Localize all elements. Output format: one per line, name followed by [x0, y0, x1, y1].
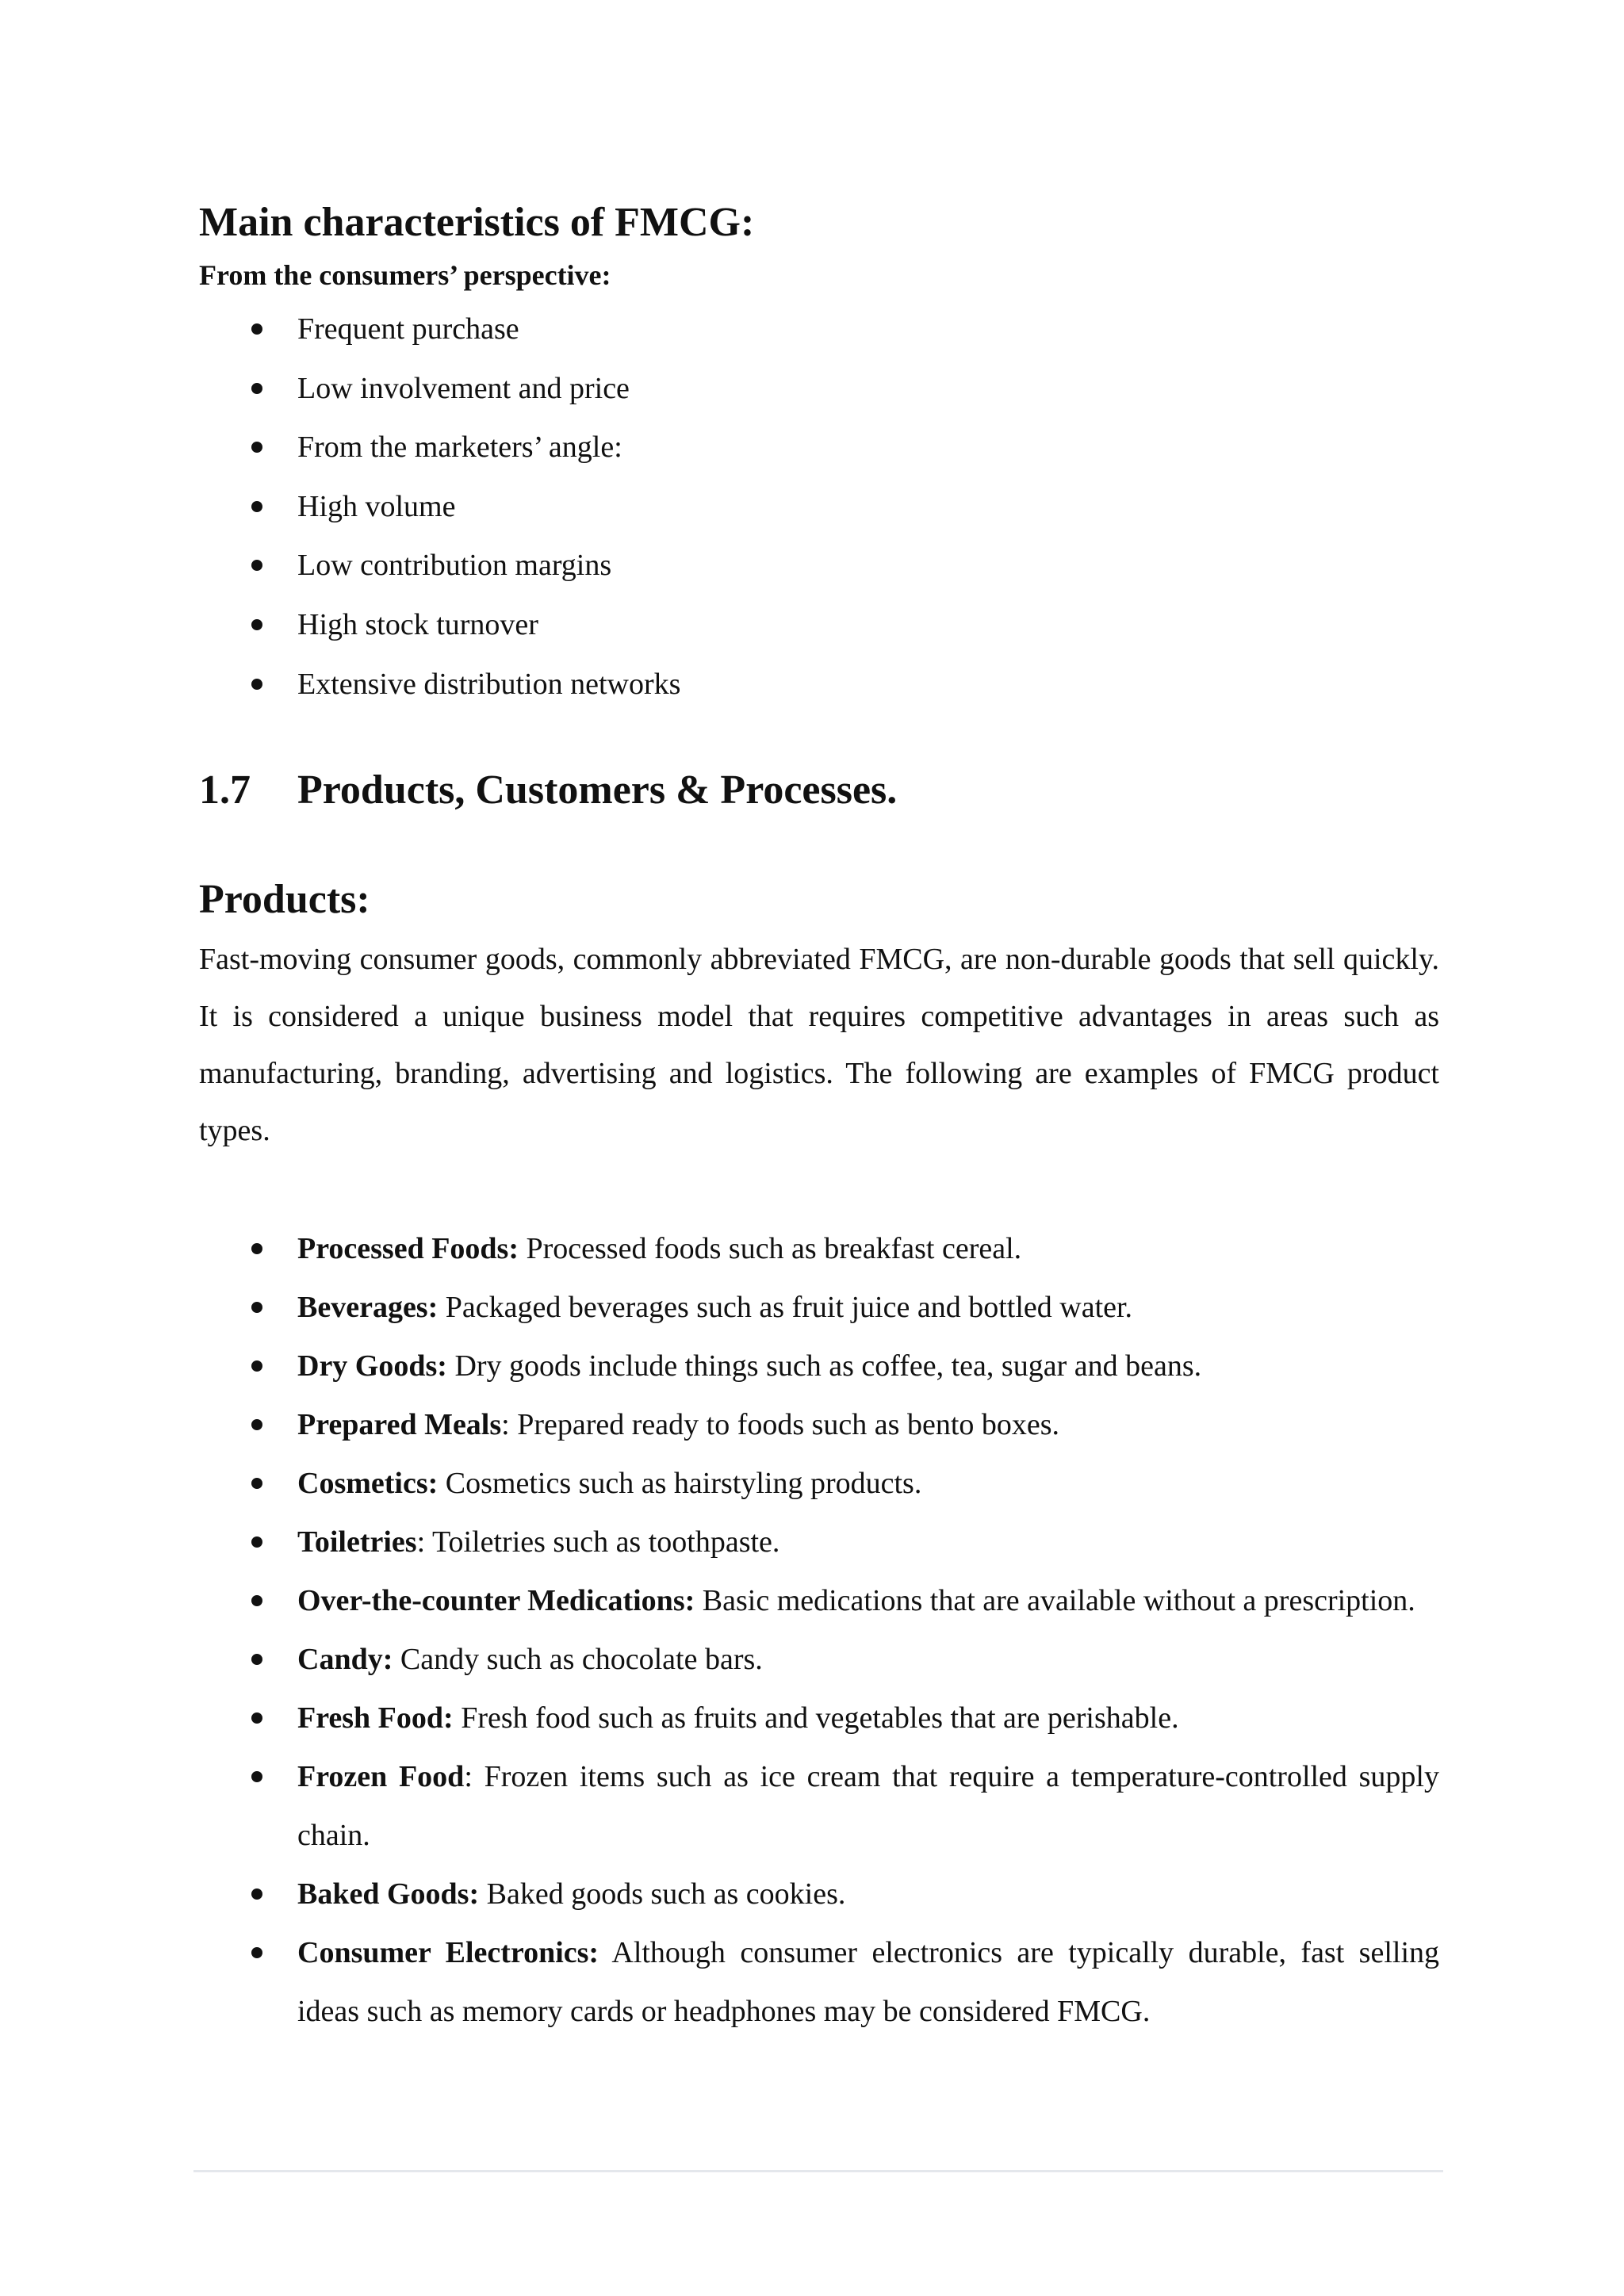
- item-term: Prepared Meals: [297, 1408, 502, 1442]
- bullet-icon: [251, 442, 262, 453]
- product-types-list: [199, 1219, 1439, 2041]
- list-item: [199, 1454, 1439, 1513]
- item-text: Candy such as chocolate bars.: [393, 1643, 763, 1677]
- item-text: : Prepared ready to foods such as bento boxes.: [501, 1408, 1060, 1442]
- list-item: [199, 1923, 1439, 2041]
- list-item: [199, 1219, 1439, 1278]
- item-text: : Toiletries such as toothpaste.: [416, 1525, 780, 1559]
- footer-divider: [193, 2170, 1443, 2172]
- item-text: : Frozen items such as ice cream that require a temperature-controlled supply chain.: [297, 1760, 1439, 1853]
- bullet-icon: [251, 1478, 262, 1489]
- item-term: Cosmetics:: [297, 1467, 439, 1501]
- bullet-icon: [251, 1947, 262, 1958]
- bullet-icon: [251, 1654, 262, 1665]
- item-text: Packaged beverages such as fruit juice and bottled water.: [438, 1291, 1133, 1325]
- bullet-icon: [251, 1419, 262, 1430]
- section-number: 1.7: [199, 767, 251, 813]
- item-term: Beverages:: [297, 1291, 439, 1325]
- item-text: Dry goods include things such as coffee, tea, sugar and beans.: [446, 1349, 1202, 1383]
- list-item: [199, 1630, 1439, 1689]
- bullet-icon: [251, 1302, 262, 1313]
- item-text: Cosmetics such as hairstyling products.: [438, 1467, 922, 1501]
- item-text: Baked goods such as cookies.: [479, 1877, 846, 1911]
- list-item: [199, 1571, 1439, 1630]
- list-item: From the marketers’ angle:: [199, 418, 1439, 477]
- bullet-icon: [251, 679, 262, 690]
- bullet-icon: [251, 1243, 262, 1254]
- page-content: [199, 197, 1439, 2041]
- item-text: Fresh food such as fruits and vegetables that are perishable.: [453, 1701, 1179, 1735]
- item-term: Baked Goods:: [297, 1877, 480, 1911]
- item-term: Candy:: [297, 1643, 393, 1677]
- list-item: [199, 1513, 1439, 1571]
- item-term: Consumer Electronics:: [297, 1936, 599, 1970]
- bullet-icon: [251, 323, 262, 335]
- item-term: Over-the-counter Medications:: [297, 1584, 695, 1618]
- list-item: Low contribution margins: [199, 536, 1439, 595]
- list-item: Frequent purchase: [199, 300, 1439, 359]
- list-item: Low involvement and price: [199, 359, 1439, 419]
- bullet-icon: [251, 560, 262, 571]
- list-item: High volume: [199, 477, 1439, 537]
- list-item: [199, 1865, 1439, 1923]
- products-heading: Products:: [199, 877, 370, 923]
- bullet-icon: [251, 1360, 262, 1372]
- list-item: [199, 1747, 1439, 1865]
- item-text: Basic medications that are available without a prescription.: [695, 1584, 1415, 1618]
- consumer-subheading: From the consumers’ perspective:: [199, 259, 611, 291]
- item-term: Processed Foods:: [297, 1232, 519, 1266]
- section-heading: [199, 764, 1439, 817]
- bullet-icon: [251, 1771, 262, 1782]
- characteristics-list: [199, 300, 1439, 714]
- list-item: [199, 1278, 1439, 1337]
- item-text: Processed foods such as breakfast cereal.: [519, 1232, 1022, 1266]
- item-term: Dry Goods:: [297, 1349, 447, 1383]
- section-title: Products, Customers & Processes.: [297, 767, 898, 813]
- item-term: Fresh Food:: [297, 1701, 454, 1735]
- list-item: [199, 1689, 1439, 1747]
- products-paragraph: Fast-moving consumer goods, commonly abbreviated FMCG, are non-durable goods that sell quickly. It is considered a unique business model that requires competitive advantages in areas such as manufacturing, branding, advertising and logistics. The following are examples of FMCG product types.: [199, 943, 1439, 1148]
- list-item: [199, 1337, 1439, 1395]
- item-term: Frozen Food: [297, 1760, 465, 1794]
- bullet-icon: [251, 1536, 262, 1548]
- list-item: [199, 1395, 1439, 1454]
- list-item: High stock turnover: [199, 595, 1439, 655]
- main-heading: Main characteristics of FMCG:: [199, 200, 755, 245]
- bullet-icon: [251, 383, 262, 394]
- bullet-icon: [251, 501, 262, 512]
- bullet-icon: [251, 619, 262, 630]
- bullet-icon: [251, 1712, 262, 1724]
- bullet-icon: [251, 1595, 262, 1606]
- item-term: Toiletries: [297, 1525, 417, 1559]
- item-text: Although consumer electronics are typically durable, fast selling ideas such as memory cards or headphones may be considered FMCG.: [297, 1936, 1440, 2029]
- bullet-icon: [251, 1888, 262, 1900]
- list-item: Extensive distribution networks: [199, 655, 1439, 714]
